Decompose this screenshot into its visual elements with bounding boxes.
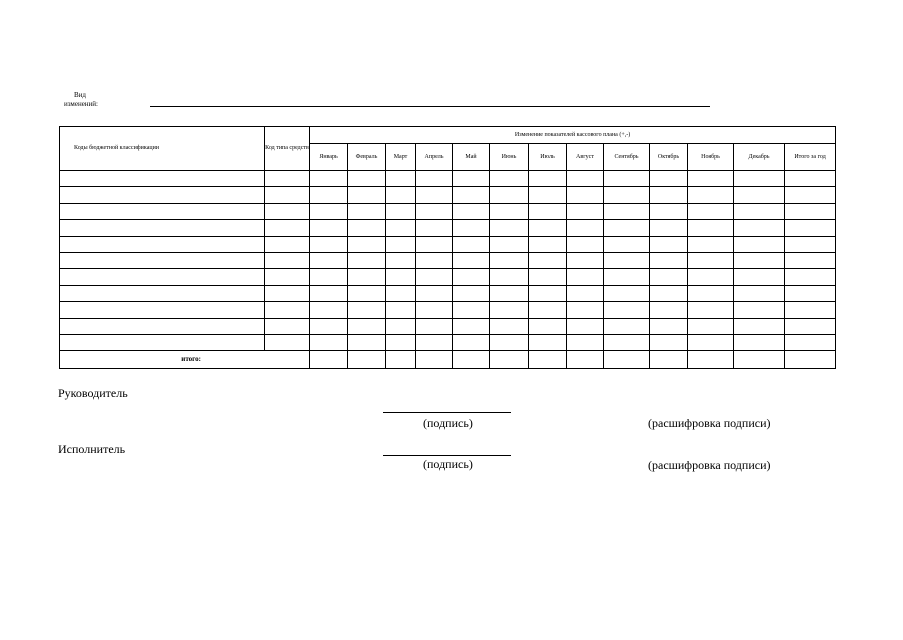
table-cell[interactable]: [60, 203, 265, 219]
table-row: [60, 269, 836, 285]
table-cell[interactable]: [386, 302, 416, 318]
cash-plan-table: [59, 126, 836, 369]
table-cell[interactable]: [604, 220, 650, 236]
table-cell[interactable]: [386, 220, 416, 236]
table-cell[interactable]: [567, 318, 604, 334]
table-cell[interactable]: [416, 269, 453, 285]
table-cell[interactable]: [453, 302, 490, 318]
table-cell[interactable]: [416, 335, 453, 351]
table-cell[interactable]: [529, 171, 567, 187]
table-cell[interactable]: [604, 236, 650, 252]
table-cell[interactable]: [265, 253, 310, 269]
table-cell[interactable]: [310, 335, 348, 351]
column-month: Декабрь: [734, 144, 785, 171]
table-cell[interactable]: [490, 269, 529, 285]
table-cell[interactable]: [650, 253, 688, 269]
table-cell[interactable]: [529, 351, 567, 369]
table-cell[interactable]: [567, 171, 604, 187]
table-cell[interactable]: [265, 335, 310, 351]
table-cell[interactable]: [310, 220, 348, 236]
table-cell[interactable]: [386, 351, 416, 369]
table-cell[interactable]: [529, 253, 567, 269]
change-type-label: [64, 91, 124, 109]
table-cell[interactable]: [60, 171, 265, 187]
table-cell[interactable]: [688, 318, 734, 334]
table-cell[interactable]: [386, 171, 416, 187]
table-cell[interactable]: [60, 302, 265, 318]
table-cell[interactable]: [785, 285, 836, 301]
executor-signature-caption: (подпись): [423, 457, 473, 471]
change-type-label-line1: Вид: [74, 91, 86, 99]
table-cell[interactable]: [453, 285, 490, 301]
table-cell[interactable]: [453, 335, 490, 351]
table-cell[interactable]: [490, 236, 529, 252]
table-cell[interactable]: [265, 203, 310, 219]
table-cell[interactable]: [688, 351, 734, 369]
table-cell[interactable]: [734, 253, 785, 269]
table-cell[interactable]: [490, 187, 529, 203]
table-cell[interactable]: [567, 187, 604, 203]
column-month: Июль: [529, 144, 567, 171]
table-cell[interactable]: [453, 269, 490, 285]
table-cell[interactable]: [60, 253, 265, 269]
table-cell[interactable]: [348, 236, 386, 252]
table-cell[interactable]: [453, 171, 490, 187]
table-cell[interactable]: [490, 335, 529, 351]
table-cell[interactable]: [490, 285, 529, 301]
table-cell[interactable]: [529, 302, 567, 318]
column-month: Август: [567, 144, 604, 171]
table-cell[interactable]: [529, 335, 567, 351]
table-cell[interactable]: [650, 302, 688, 318]
table-cell[interactable]: [348, 302, 386, 318]
table-cell[interactable]: [60, 335, 265, 351]
table-cell[interactable]: [688, 203, 734, 219]
table-cell[interactable]: [416, 203, 453, 219]
table-cell[interactable]: [265, 220, 310, 236]
table-cell[interactable]: [785, 203, 836, 219]
table-cell[interactable]: [650, 335, 688, 351]
table-cell[interactable]: [386, 253, 416, 269]
table-cell[interactable]: [529, 203, 567, 219]
head-signature-caption: (подпись): [423, 416, 473, 430]
table-cell[interactable]: [734, 203, 785, 219]
table-cell[interactable]: [453, 220, 490, 236]
table-cell[interactable]: [688, 335, 734, 351]
table-cell[interactable]: [604, 253, 650, 269]
table-cell[interactable]: [386, 269, 416, 285]
table-row: [60, 335, 836, 351]
column-month: Март: [386, 144, 416, 171]
table-cell[interactable]: [386, 236, 416, 252]
table-cell[interactable]: [604, 351, 650, 369]
table-cell[interactable]: [416, 351, 453, 369]
table-cell[interactable]: [490, 220, 529, 236]
table-cell[interactable]: [348, 187, 386, 203]
table-cell[interactable]: [734, 285, 785, 301]
table-cell[interactable]: [650, 318, 688, 334]
table-cell[interactable]: [567, 253, 604, 269]
change-type-label-line2: изменений:: [64, 100, 98, 108]
table-cell[interactable]: [604, 302, 650, 318]
table-cell[interactable]: [688, 187, 734, 203]
table-cell[interactable]: [310, 285, 348, 301]
table-cell[interactable]: [386, 318, 416, 334]
table-cell[interactable]: [265, 187, 310, 203]
table-cell[interactable]: [785, 171, 836, 187]
table-cell[interactable]: [604, 269, 650, 285]
table-cell[interactable]: [416, 171, 453, 187]
table-cell[interactable]: [416, 318, 453, 334]
column-month: Февраль: [348, 144, 386, 171]
table-row: [60, 253, 836, 269]
table-cell[interactable]: [734, 335, 785, 351]
executor-signature-line[interactable]: [383, 455, 511, 456]
table-cell[interactable]: [386, 203, 416, 219]
table-cell[interactable]: [785, 318, 836, 334]
table-cell[interactable]: [310, 187, 348, 203]
table-cell[interactable]: [310, 203, 348, 219]
table-cell[interactable]: [650, 171, 688, 187]
table-cell[interactable]: [265, 302, 310, 318]
table-cell[interactable]: [529, 318, 567, 334]
table-cell[interactable]: [348, 351, 386, 369]
table-cell[interactable]: [688, 171, 734, 187]
table-row: [60, 236, 836, 252]
executor-decoding-caption: (расшифровка подписи): [648, 458, 771, 472]
change-type-input-line[interactable]: [150, 106, 710, 107]
column-month: Сентябрь: [604, 144, 650, 171]
table-cell[interactable]: [734, 351, 785, 369]
table-cell[interactable]: [386, 285, 416, 301]
table-cell[interactable]: [567, 220, 604, 236]
table-cell[interactable]: [567, 351, 604, 369]
column-month: Январь: [310, 144, 348, 171]
table-cell[interactable]: [734, 171, 785, 187]
table-row: [60, 285, 836, 301]
column-group-plan-changes: Изменение показателей кассового плана (+,-): [310, 127, 836, 144]
table-cell[interactable]: [348, 171, 386, 187]
table-cell[interactable]: [453, 236, 490, 252]
column-budget-codes: Коды бюджетной классификации: [60, 127, 265, 171]
table-cell[interactable]: [785, 302, 836, 318]
table-cell[interactable]: [453, 203, 490, 219]
table-cell[interactable]: [734, 236, 785, 252]
table-cell[interactable]: [688, 302, 734, 318]
table-cell[interactable]: [490, 318, 529, 334]
table-cell[interactable]: [265, 269, 310, 285]
table-cell[interactable]: [604, 187, 650, 203]
table-cell[interactable]: [490, 302, 529, 318]
table-cell[interactable]: [386, 335, 416, 351]
column-month: Май: [453, 144, 490, 171]
table-cell[interactable]: [529, 285, 567, 301]
head-signature-line[interactable]: [383, 412, 511, 413]
table-cell[interactable]: [567, 269, 604, 285]
column-year-total: Итого за год: [785, 144, 836, 171]
table-cell[interactable]: [348, 220, 386, 236]
table-cell[interactable]: [529, 187, 567, 203]
table-cell[interactable]: [567, 236, 604, 252]
table-cell[interactable]: [265, 318, 310, 334]
table-cell[interactable]: [529, 269, 567, 285]
table-cell[interactable]: [348, 318, 386, 334]
table-cell[interactable]: [785, 253, 836, 269]
table-cell[interactable]: [529, 220, 567, 236]
table-cell[interactable]: [310, 269, 348, 285]
table-cell[interactable]: [650, 220, 688, 236]
table-cell[interactable]: [604, 318, 650, 334]
table-cell[interactable]: [604, 335, 650, 351]
table-cell[interactable]: [348, 285, 386, 301]
table-cell[interactable]: [416, 220, 453, 236]
table-cell[interactable]: [416, 302, 453, 318]
table-cell[interactable]: [650, 351, 688, 369]
table-cell[interactable]: [310, 253, 348, 269]
table-cell[interactable]: [60, 285, 265, 301]
table-cell[interactable]: [604, 203, 650, 219]
table-cell[interactable]: [785, 187, 836, 203]
table-cell[interactable]: [348, 253, 386, 269]
table-cell[interactable]: [416, 187, 453, 203]
table-cell[interactable]: [490, 351, 529, 369]
table-cell[interactable]: [453, 187, 490, 203]
table-cell[interactable]: [650, 269, 688, 285]
table-cell[interactable]: [453, 253, 490, 269]
table-cell[interactable]: [688, 220, 734, 236]
table-row: [60, 203, 836, 219]
table-cell[interactable]: [785, 220, 836, 236]
table-cell[interactable]: [265, 236, 310, 252]
table-cell[interactable]: [60, 187, 265, 203]
table-cell[interactable]: [567, 285, 604, 301]
table-cell[interactable]: [490, 171, 529, 187]
table-cell[interactable]: [688, 269, 734, 285]
head-decoding-caption: (расшифровка подписи): [648, 416, 771, 430]
table-cell[interactable]: [60, 318, 265, 334]
column-month: Июнь: [490, 144, 529, 171]
table-cell[interactable]: [734, 302, 785, 318]
column-month: Апрель: [416, 144, 453, 171]
executor-role-label: Исполнитель: [58, 442, 126, 456]
table-cell[interactable]: [60, 236, 265, 252]
table-cell[interactable]: [785, 335, 836, 351]
table-cell[interactable]: [453, 351, 490, 369]
table-cell[interactable]: [734, 318, 785, 334]
table-cell[interactable]: [310, 351, 348, 369]
table-cell[interactable]: [416, 285, 453, 301]
table-row: [60, 220, 836, 236]
table-cell[interactable]: [650, 203, 688, 219]
table-cell[interactable]: [567, 302, 604, 318]
table-cell[interactable]: [785, 351, 836, 369]
table-cell[interactable]: [60, 220, 265, 236]
table-cell[interactable]: [348, 203, 386, 219]
head-role-label: Руководитель: [58, 386, 128, 400]
table-cell[interactable]: [734, 187, 785, 203]
table-cell[interactable]: [650, 285, 688, 301]
table-row: [60, 302, 836, 318]
column-month: Октябрь: [650, 144, 688, 171]
table-cell[interactable]: [490, 253, 529, 269]
table-cell[interactable]: [734, 220, 785, 236]
table-cell[interactable]: [416, 236, 453, 252]
table-row: [60, 318, 836, 334]
table-cell[interactable]: [688, 236, 734, 252]
table-cell[interactable]: [348, 269, 386, 285]
table-cell[interactable]: [60, 269, 265, 285]
total-label: итого:: [60, 351, 310, 369]
table-cell[interactable]: [734, 269, 785, 285]
table-cell[interactable]: [490, 203, 529, 219]
table-cell[interactable]: [386, 187, 416, 203]
table-cell[interactable]: [650, 187, 688, 203]
table-cell[interactable]: [688, 253, 734, 269]
column-month: Ноябрь: [688, 144, 734, 171]
table-cell[interactable]: [650, 236, 688, 252]
table-cell[interactable]: [310, 318, 348, 334]
table-cell[interactable]: [310, 171, 348, 187]
table-cell[interactable]: [785, 269, 836, 285]
table-cell[interactable]: [265, 285, 310, 301]
table-cell[interactable]: [453, 318, 490, 334]
table-cell[interactable]: [310, 236, 348, 252]
table-row: [60, 187, 836, 203]
column-fund-type-code: Код типа средств: [265, 127, 310, 171]
table-cell[interactable]: [604, 171, 650, 187]
table-cell[interactable]: [265, 171, 310, 187]
table-cell[interactable]: [604, 285, 650, 301]
table-cell[interactable]: [567, 335, 604, 351]
table-cell[interactable]: [567, 203, 604, 219]
table-cell[interactable]: [688, 285, 734, 301]
table-row: [60, 171, 836, 187]
table-cell[interactable]: [785, 236, 836, 252]
table-cell[interactable]: [310, 302, 348, 318]
table-cell[interactable]: [529, 236, 567, 252]
total-row: [60, 351, 836, 369]
table-cell[interactable]: [348, 335, 386, 351]
table-cell[interactable]: [416, 253, 453, 269]
